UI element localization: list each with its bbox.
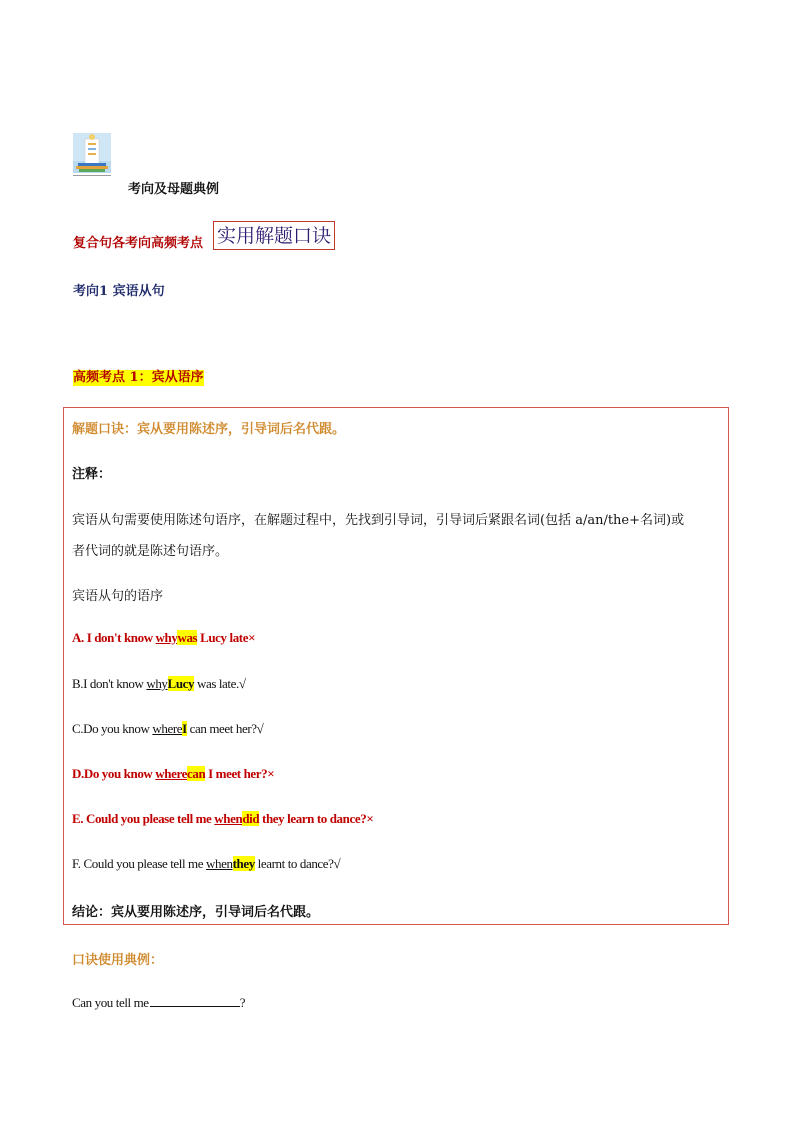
example-d-wh-word: where — [155, 766, 187, 781]
explanation-line-1: 宾语从句需要使用陈述句语序，在解题过程中，先找到引导词，引导词后紧跟名词(包括 a/an/the+名词)或 — [72, 513, 685, 528]
explanation-line-2: 者代词的就是陈述句语序。 — [72, 544, 229, 559]
example-f-wh-word: when — [206, 856, 233, 871]
wrong-mark: × — [366, 811, 374, 826]
answer-blank[interactable] — [150, 995, 240, 1007]
example-e-text: E. Could you please tell me — [72, 811, 215, 826]
example-c-text: C.Do you know — [72, 721, 153, 736]
example-d-text: D.Do you know — [72, 766, 156, 781]
example-b-wh-word: why — [146, 676, 168, 691]
heading-prefix: 复合句各考向高频考点 — [73, 236, 204, 251]
correct-mark: √ — [256, 721, 264, 736]
rhyme-line: 解题口诀：宾从要用陈述序，引导词后名代跟。 — [72, 422, 346, 437]
usage-title: 口诀使用典例： — [72, 953, 164, 968]
wrong-mark: × — [248, 630, 256, 645]
wrong-mark: × — [267, 766, 275, 781]
example-c-rest: can meet her? — [186, 721, 257, 736]
example-a-wh-word: why — [155, 630, 178, 645]
example-f — [72, 856, 340, 872]
key-point-label: 高频考点 1：宾从语序 — [73, 370, 204, 385]
example-a-rest: Lucy late — [197, 630, 249, 645]
example-d-rest: I meet her? — [205, 766, 268, 781]
example-b-highlight: Lucy — [167, 676, 195, 691]
example-d — [72, 766, 274, 782]
order-title: 宾语从句的语序 — [72, 589, 164, 604]
section-title: 考向及母题典例 — [128, 182, 220, 197]
example-b-text: B.I don't know — [72, 676, 147, 691]
book-stack-icon — [73, 133, 111, 173]
subheading: 考向1 宾语从句 — [73, 284, 165, 299]
note-label: 注释： — [72, 467, 112, 482]
conclusion: 结论：宾从要用陈述序，引导词后名代跟。 — [72, 905, 320, 920]
example-a-text: A. I don't know — [72, 630, 156, 645]
example-f-highlight: they — [232, 856, 255, 871]
example-b-rest: was late. — [194, 676, 239, 691]
example-c-highlight: I — [182, 721, 187, 736]
example-e-highlight: did — [242, 811, 260, 826]
example-d-highlight: can — [186, 766, 206, 781]
example-f-text: F. Could you please tell me — [72, 856, 206, 871]
example-e — [72, 811, 373, 827]
rule-box — [63, 407, 729, 925]
question-text: Can you tell me — [72, 995, 149, 1010]
example-e-rest: they learn to dance? — [259, 811, 367, 826]
correct-mark: √ — [333, 856, 341, 871]
heading-boxed-title: 实用解题口诀 — [213, 221, 335, 250]
example-e-wh-word: when — [214, 811, 243, 826]
question-mark: ? — [239, 995, 246, 1010]
example-c-wh-word: where — [152, 721, 183, 736]
example-a — [72, 630, 255, 646]
icon-underline — [73, 175, 111, 176]
example-c — [72, 721, 263, 737]
example-b — [72, 676, 246, 692]
example-a-highlight: was — [177, 630, 198, 645]
question — [72, 995, 245, 1011]
correct-mark: √ — [238, 676, 246, 691]
example-f-rest: learnt to dance? — [254, 856, 334, 871]
